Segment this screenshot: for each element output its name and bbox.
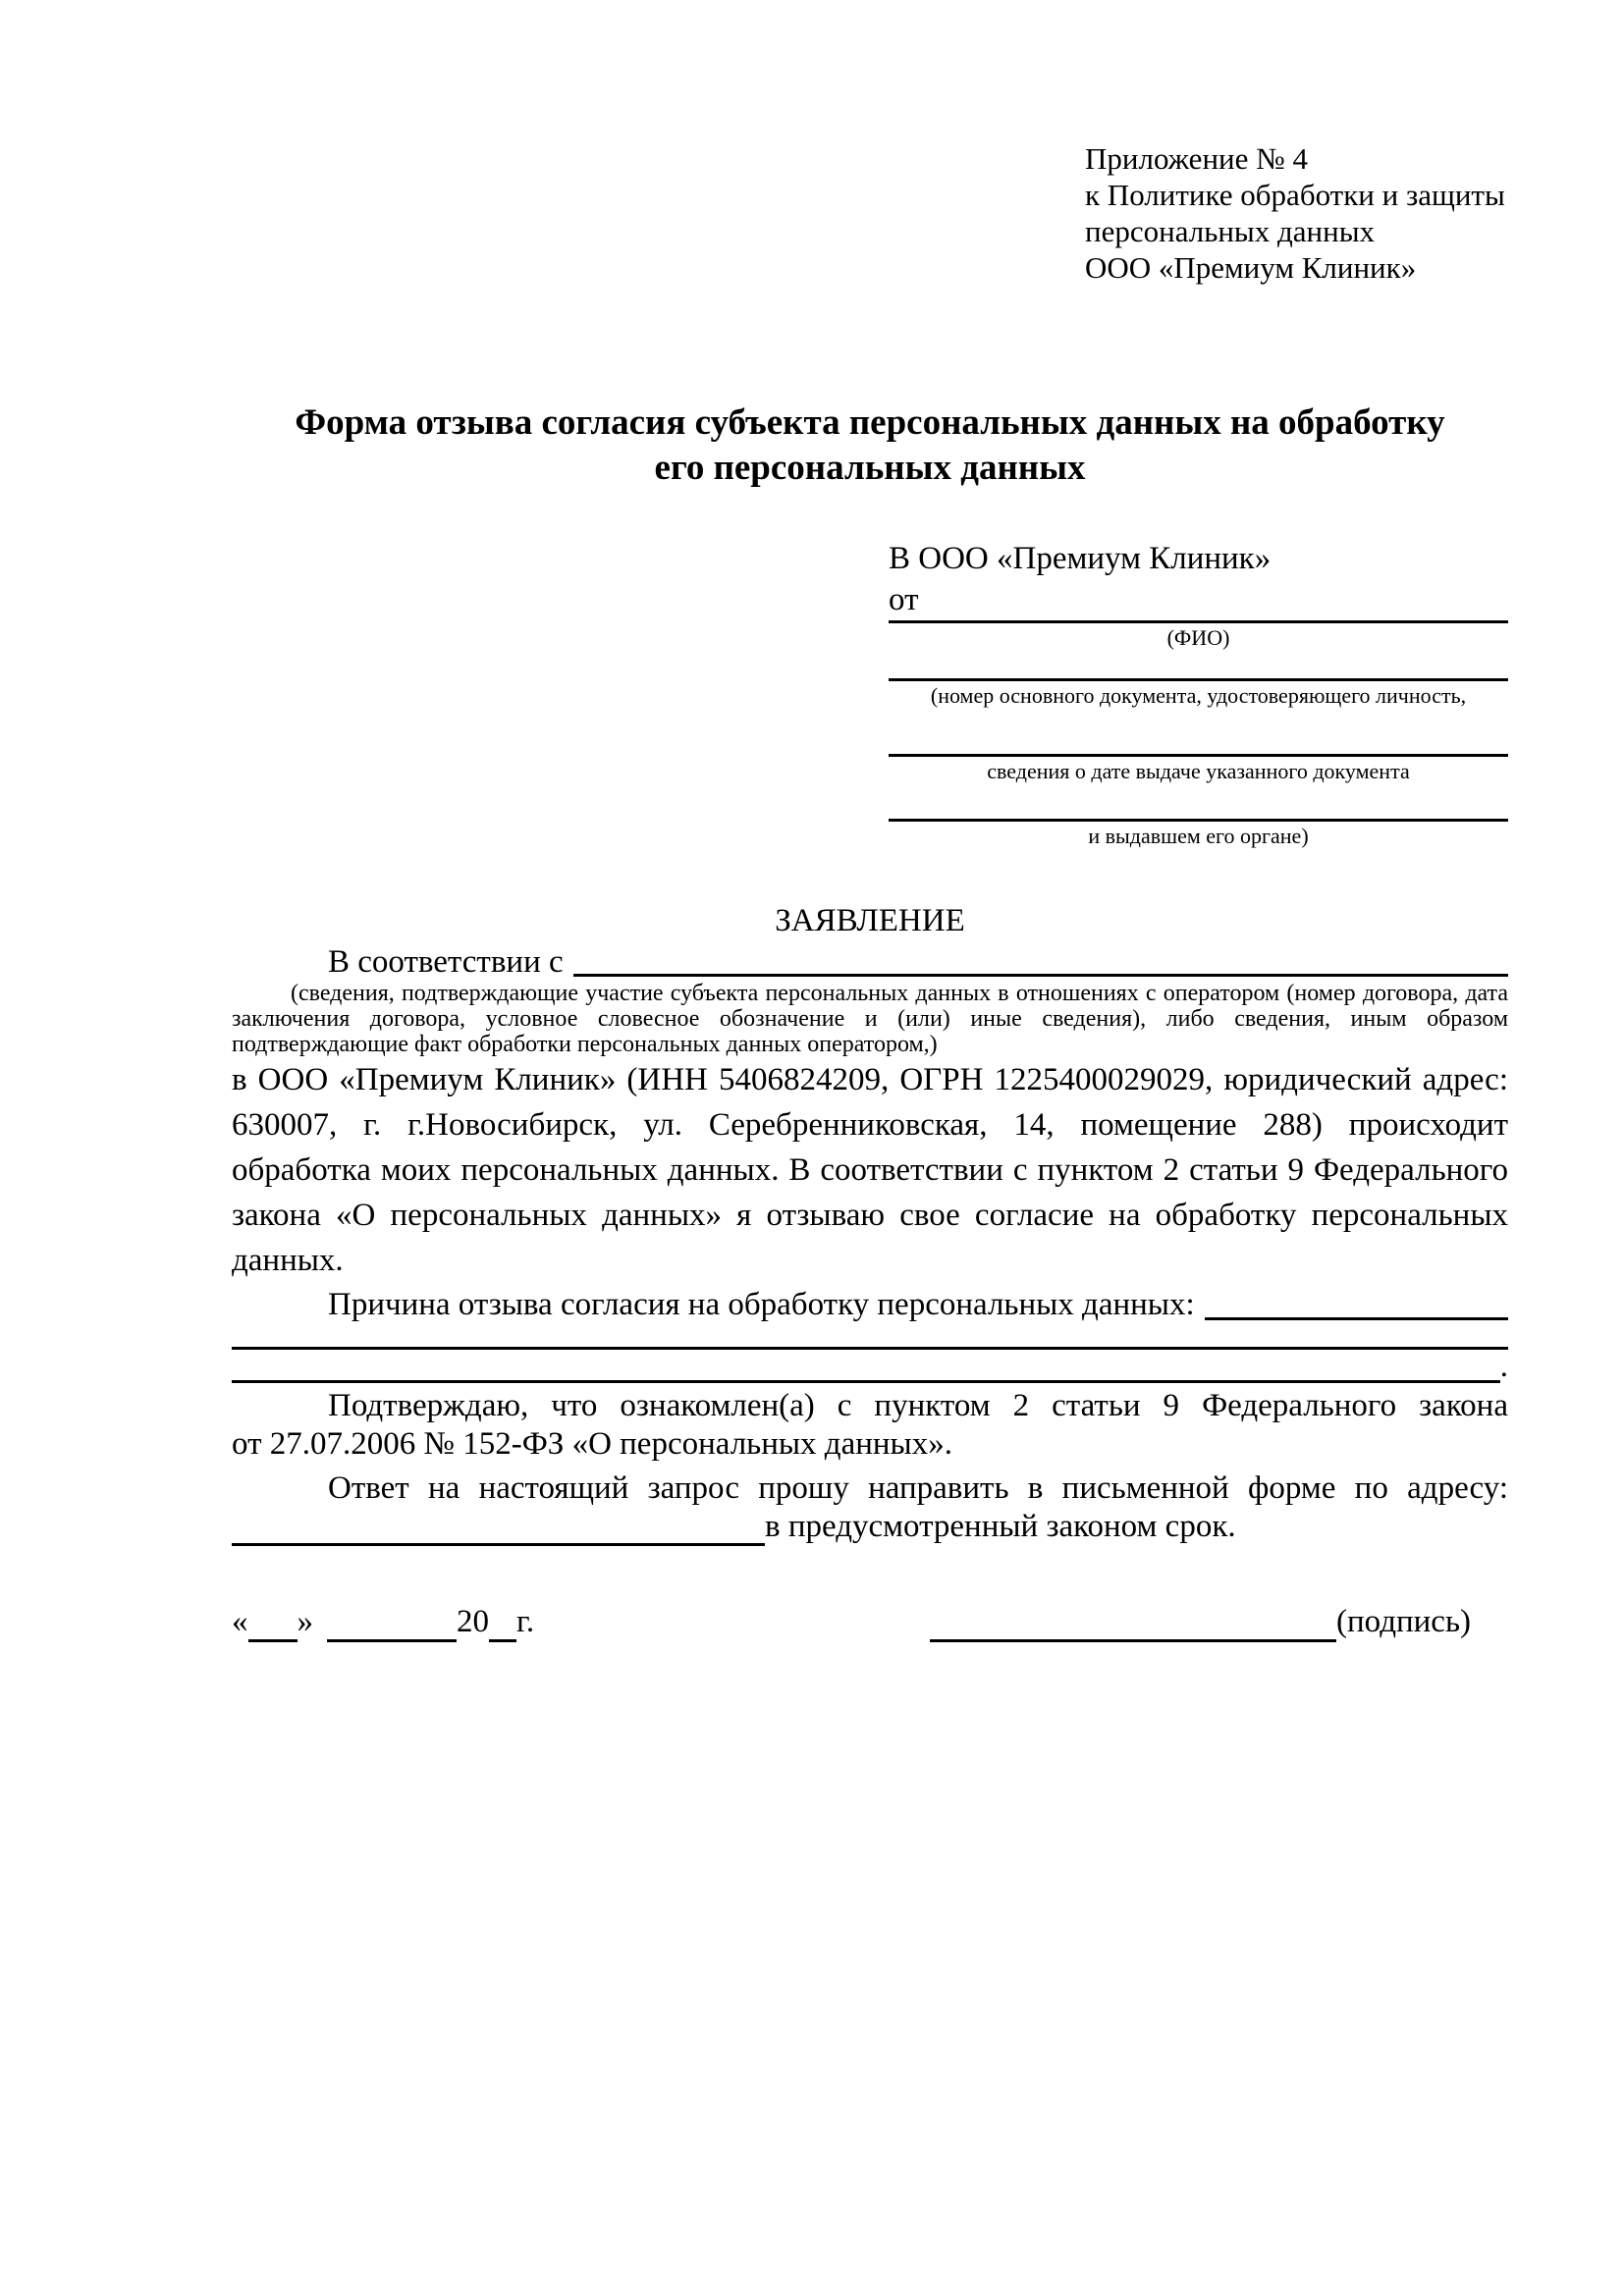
reason-blank-row-1 xyxy=(232,1324,1508,1350)
fio-caption: (ФИО) xyxy=(1166,625,1230,650)
accordance-prefix: В соответствии с xyxy=(328,944,564,980)
blank-line xyxy=(232,1347,1508,1350)
reason-row xyxy=(232,1287,1508,1322)
date-group xyxy=(232,1601,534,1642)
blank-line xyxy=(232,1380,1500,1383)
annex-line: к Политике обработки и защиты xyxy=(1085,178,1505,212)
document-title xyxy=(232,400,1508,491)
reason-blank-row-2 xyxy=(232,1349,1508,1384)
reason-label: Причина отзыва согласия на обработку персональных данных: xyxy=(328,1287,1195,1322)
date-quote-open: « xyxy=(232,1604,248,1639)
document-title-line: Форма отзыва согласия субъекта персональных данных на обработку xyxy=(295,402,1445,443)
date-year-prefix: 20 xyxy=(457,1604,489,1639)
accordance-row xyxy=(232,943,1508,981)
signature-caption: (подпись) xyxy=(1336,1604,1471,1639)
footnote-text: (сведения, подтверждающие участие субъекта персональных данных в отношениях с оператором (номер договора, дата заключения договора, условное словесное обозначение и (или) иные сведения), либо сведения, иным образом подтверждающие факт обработки персональных данных оператором,) xyxy=(232,981,1508,1057)
reply-address-blank-line xyxy=(232,1514,765,1546)
issue-date-caption: сведения о дате выдаче указанного документа xyxy=(987,759,1410,783)
date-signature-row xyxy=(232,1601,1508,1642)
accordance-blank-line xyxy=(573,943,1508,977)
annex-line: персональных данных xyxy=(1085,214,1376,248)
body-paragraph: в ООО «Премиум Клиник» (ИНН 5406824209, ОГРН 1225400029029, юридический адрес: 630007, г. г.Новосибирск, ул. Серебренниковская, 14, помещение 288) происходит обработка моих персональных данных. В соответствии с пунктом 2 статьи 9 Федерального закона «О персональных данных» я отзываю свое согласие на обработку персональных данных. xyxy=(232,1062,1508,1278)
annex-header xyxy=(1085,140,1508,286)
issuing-authority-caption: и выдавшем его органе) xyxy=(1088,824,1309,848)
addressee-from-label: от xyxy=(889,582,919,617)
date-quote-close: » xyxy=(297,1604,313,1639)
document-content xyxy=(232,0,1508,1642)
date-day-blank xyxy=(248,1608,298,1642)
date-month-blank xyxy=(327,1608,457,1642)
reply-request-line: Ответ на настоящий запрос прошу направить в письменной форме по адресу: xyxy=(328,1470,1508,1506)
document-number-caption: (номер основного документа, удостоверяющего личность, xyxy=(930,683,1467,708)
annex-line: Приложение № 4 xyxy=(1085,141,1308,176)
reason-blank-line xyxy=(1205,1287,1508,1320)
date-year-suffix: г. xyxy=(516,1604,535,1639)
signature-blank-line xyxy=(930,1608,1336,1642)
annex-line: ООО «Премиум Клиник» xyxy=(1085,250,1417,285)
confirmation-paragraph: Подтверждаю, что ознакомлен(а) с пунктом 2 статьи 9 Федерального закона от 27.07.2006 № 152-ФЗ «О персональных данных». xyxy=(232,1388,1508,1462)
reply-address-row xyxy=(232,1508,1508,1546)
date-year-blank xyxy=(489,1608,516,1642)
addressee-block xyxy=(889,538,1508,851)
statement-heading: ЗАЯВЛЕНИЕ xyxy=(775,903,965,938)
addressee-organization: В ООО «Премиум Клиник» xyxy=(889,541,1272,576)
reply-suffix: в предусмотренный законом срок. xyxy=(765,1509,1236,1544)
document-title-line: его персональных данных xyxy=(654,448,1086,488)
signature-group xyxy=(930,1601,1471,1642)
blank-line-terminator: . xyxy=(1499,1349,1508,1384)
